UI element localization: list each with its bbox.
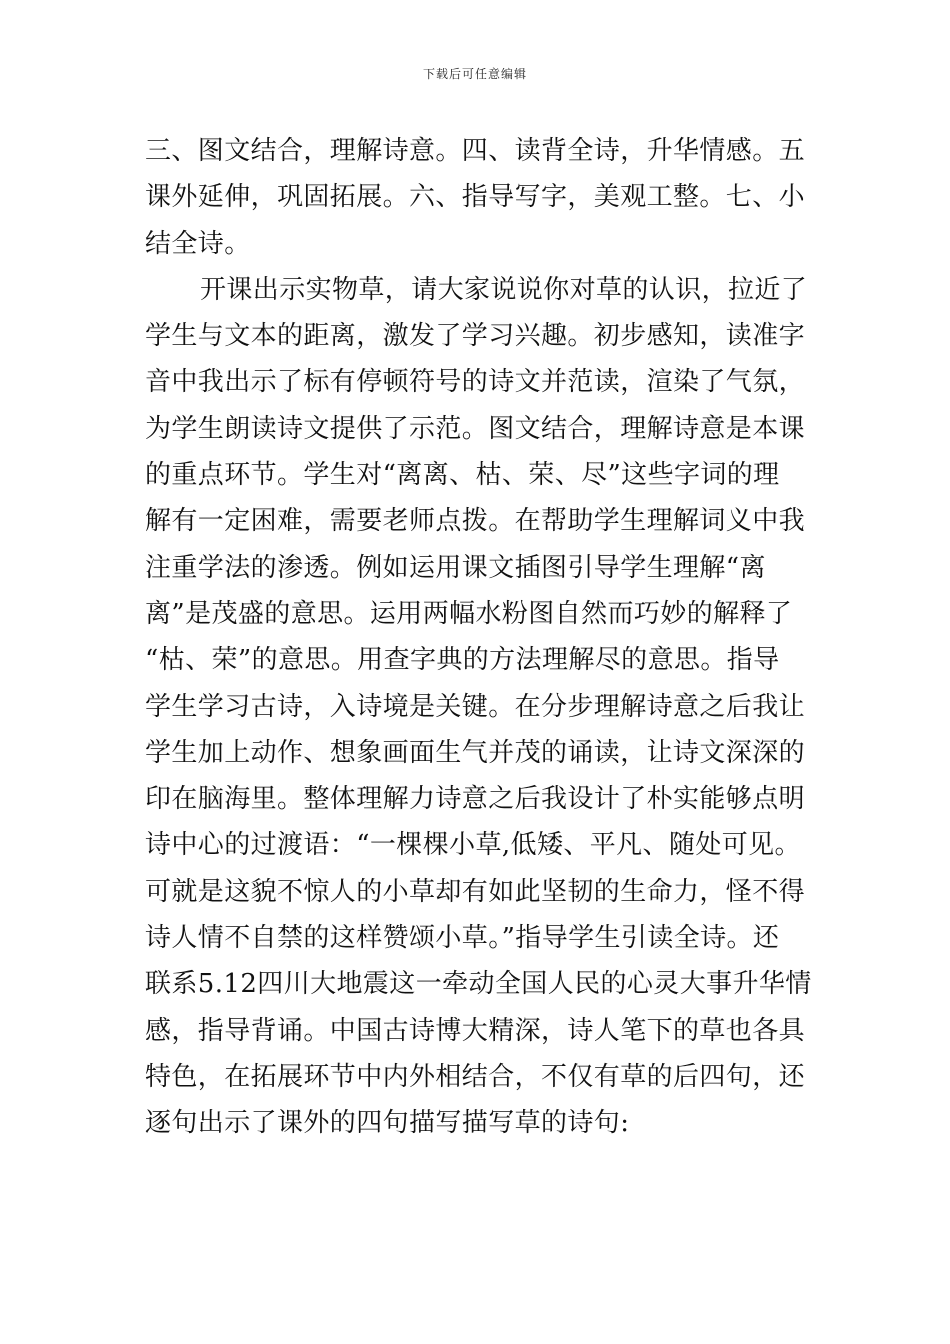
text-line: 联系5.12四川大地震这一牵动全国人民的心灵大事升华情 <box>145 969 812 1000</box>
header-note: 下载后可任意编辑 <box>422 67 527 81</box>
text-line: 学生与文本的距离，激发了学习兴趣。初步感知，读准字 <box>145 321 806 352</box>
text-line: 离”是茂盛的意思。运用两幅水粉图自然而巧妙的解释了 <box>145 598 793 629</box>
text-line: 特色，在拓展环节中内外相结合，不仅有草的后四句，还 <box>145 1061 806 1092</box>
paragraph-first-line: 开课出示实物草，请大家说说你对草的认识，拉近了 <box>200 274 808 305</box>
text-line: 的重点环节。学生对“离离、枯、荣、尽”这些字词的理 <box>145 460 780 491</box>
text-line: 结全诗。 <box>145 228 251 259</box>
text-line: 可就是这貌不惊人的小草却有如此坚韧的生命力，怪不得 <box>145 876 806 907</box>
text-line: 感，指导背诵。中国古诗博大精深，诗人笔下的草也各具 <box>145 1015 806 1046</box>
text-line: 逐句出示了课外的四句描写描写草的诗句: <box>145 1108 630 1139</box>
text-line: 为学生朗读诗文提供了示范。图文结合，理解诗意是本课 <box>145 413 806 444</box>
text-line: 解有一定困难，需要老师点拨。在帮助学生理解词义中我 <box>145 506 806 537</box>
text-line: 诗人情不自禁的这样赞颂小草。”指导学生引读全诗。还 <box>145 923 780 954</box>
text-line: 音中我出示了标有停顿符号的诗文并范读，渲染了气氛， <box>145 367 806 398</box>
text-line: 诗中心的过渡语：“一棵棵小草,低矮、平凡、随处可见。 <box>145 830 801 861</box>
text-line: 学生加上动作、想象画面生气并茂的诵读，让诗文深深的 <box>145 737 806 768</box>
text-line: 学生学习古诗，入诗境是关键。在分步理解诗意之后我让 <box>145 691 806 722</box>
text-line: “枯、荣”的意思。用查字典的方法理解尽的意思。指导 <box>145 645 780 676</box>
text-line: 注重学法的渗透。例如运用课文插图引导学生理解“离 <box>145 552 766 583</box>
text-line: 三、图文结合，理解诗意。四、读背全诗，升华情感。五 <box>145 136 806 166</box>
body-text <box>145 128 810 1147</box>
text-line: 印在脑海里。整体理解力诗意之后我设计了朴实能够点明 <box>145 784 806 815</box>
text-line: 课外延伸，巩固拓展。六、指导写字，美观工整。七、小 <box>145 182 806 213</box>
